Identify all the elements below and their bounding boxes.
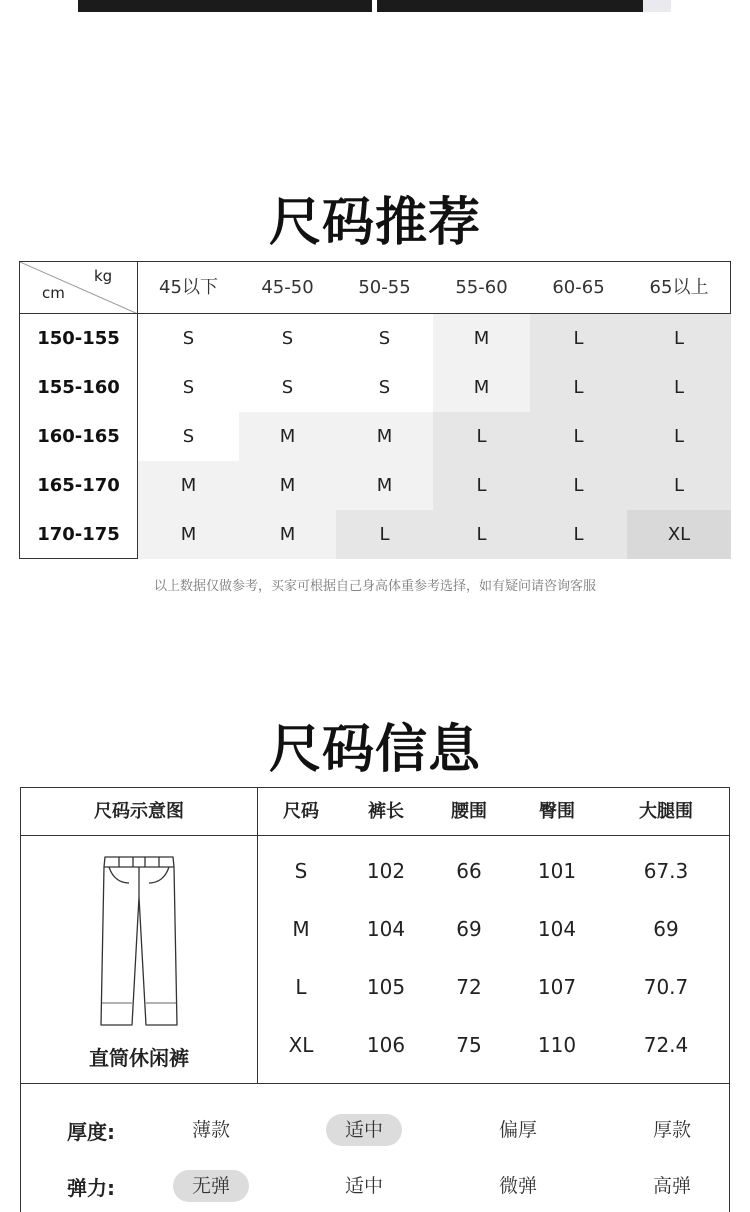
size-cell: M bbox=[239, 461, 336, 510]
size-recommendation-table bbox=[19, 261, 731, 559]
size-info-header: 裤长 bbox=[368, 801, 404, 822]
measurement-cell: 69 bbox=[456, 917, 482, 941]
height-unit-label: cm bbox=[42, 284, 65, 302]
property-option: 适中 bbox=[344, 1175, 383, 1197]
weight-header-cell: 60-65 bbox=[552, 277, 605, 298]
size-cell: S bbox=[138, 363, 239, 412]
size-cell: L bbox=[627, 363, 731, 412]
property-label: 厚度: bbox=[67, 1120, 115, 1144]
size-cell: L bbox=[433, 461, 530, 510]
property-option: 微弹 bbox=[498, 1175, 537, 1197]
measurement-cell: S bbox=[294, 859, 308, 883]
size-cell: M bbox=[433, 363, 530, 412]
height-range-label: 155-160 bbox=[20, 363, 138, 412]
size-info-header: 臀围 bbox=[539, 801, 575, 822]
size-cell: M bbox=[138, 461, 239, 510]
size-cell: XL bbox=[627, 510, 731, 559]
product-photos-strip bbox=[0, 0, 750, 14]
size-cell: S bbox=[239, 363, 336, 412]
size-cell: S bbox=[138, 412, 239, 461]
measurement-cell: XL bbox=[288, 1033, 314, 1057]
size-cell: S bbox=[336, 363, 433, 412]
measurement-cell: 107 bbox=[537, 975, 577, 999]
size-cell: L bbox=[627, 412, 731, 461]
product-photo-edge bbox=[643, 0, 671, 12]
measurement-cell: 69 bbox=[653, 917, 679, 941]
weight-header-cell: 65以上 bbox=[649, 277, 709, 298]
size-info-header: 腰围 bbox=[451, 801, 487, 822]
measurement-cell: 67.3 bbox=[643, 859, 689, 883]
size-cell: M bbox=[336, 412, 433, 461]
measurement-cell: L bbox=[295, 975, 307, 999]
table-corner-cell bbox=[20, 262, 138, 314]
measurement-cell: 101 bbox=[537, 859, 577, 883]
measurement-cell: 75 bbox=[456, 1033, 482, 1057]
size-cell: L bbox=[530, 461, 627, 510]
size-cell: L bbox=[627, 314, 731, 363]
size-cell: L bbox=[530, 314, 627, 363]
size-cell: L bbox=[530, 363, 627, 412]
pants-style-name: 直筒休闲裤 bbox=[89, 1046, 189, 1070]
product-photo-right bbox=[377, 0, 643, 12]
size-info-header-row bbox=[21, 788, 729, 836]
size-cell: L bbox=[627, 461, 731, 510]
weight-header-cell: 55-60 bbox=[455, 277, 508, 298]
measurement-cell: M bbox=[292, 917, 310, 941]
size-info-header: 尺码示意图 bbox=[94, 801, 184, 822]
measurement-cell: 102 bbox=[366, 859, 406, 883]
property-option: 无弹 bbox=[173, 1170, 249, 1202]
weight-unit-label: kg bbox=[94, 267, 113, 285]
pants-diagram-icon bbox=[99, 853, 179, 1033]
property-option: 适中 bbox=[326, 1114, 402, 1146]
recommendation-note: 以上数据仅做参考，买家可根据自己身高体重参考选择，如有疑问请咨询客服 bbox=[153, 579, 596, 594]
size-cell: S bbox=[336, 314, 433, 363]
measurement-cell: 104 bbox=[537, 917, 577, 941]
property-option: 薄款 bbox=[191, 1119, 230, 1141]
size-cell: M bbox=[336, 461, 433, 510]
property-option: 偏厚 bbox=[498, 1119, 537, 1141]
size-recommendation-title: 尺码推荐 bbox=[268, 193, 481, 253]
measurement-cell: 105 bbox=[366, 975, 406, 999]
height-range-label: 170-175 bbox=[20, 510, 138, 559]
measurement-cell: 72 bbox=[456, 975, 482, 999]
size-cell: L bbox=[530, 412, 627, 461]
weight-header-row bbox=[138, 262, 731, 314]
size-info-header: 大腿围 bbox=[639, 801, 693, 822]
property-label: 弹力: bbox=[67, 1176, 115, 1200]
size-cell: L bbox=[433, 412, 530, 461]
measurement-cell: 70.7 bbox=[643, 975, 689, 999]
size-info-header: 尺码 bbox=[283, 801, 319, 822]
size-cell: L bbox=[530, 510, 627, 559]
height-range-label: 165-170 bbox=[20, 461, 138, 510]
property-option: 厚款 bbox=[652, 1119, 691, 1141]
size-cell: L bbox=[433, 510, 530, 559]
corner-diagonal-line bbox=[20, 262, 138, 314]
size-cell: M bbox=[433, 314, 530, 363]
size-cell: S bbox=[239, 314, 336, 363]
weight-header-cell: 45以下 bbox=[159, 277, 218, 298]
size-cell: S bbox=[138, 314, 239, 363]
size-cell: L bbox=[336, 510, 433, 559]
weight-header-cell: 45-50 bbox=[261, 277, 314, 298]
measurement-cell: 104 bbox=[366, 917, 406, 941]
height-range-label: 150-155 bbox=[20, 314, 138, 363]
size-cell: M bbox=[138, 510, 239, 559]
measurement-cell: 110 bbox=[537, 1033, 577, 1057]
size-cell: M bbox=[239, 412, 336, 461]
size-cell: M bbox=[239, 510, 336, 559]
measurement-cell: 106 bbox=[366, 1033, 406, 1057]
product-photo-left bbox=[78, 0, 372, 12]
property-option: 高弹 bbox=[652, 1175, 691, 1197]
measurement-cell: 66 bbox=[456, 859, 482, 883]
size-info-table bbox=[20, 787, 730, 1212]
size-info-title: 尺码信息 bbox=[268, 720, 481, 780]
measurement-cell: 72.4 bbox=[643, 1033, 689, 1057]
weight-header-cell: 50-55 bbox=[358, 277, 411, 298]
section-divider bbox=[21, 1083, 729, 1084]
height-range-label: 160-165 bbox=[20, 412, 138, 461]
